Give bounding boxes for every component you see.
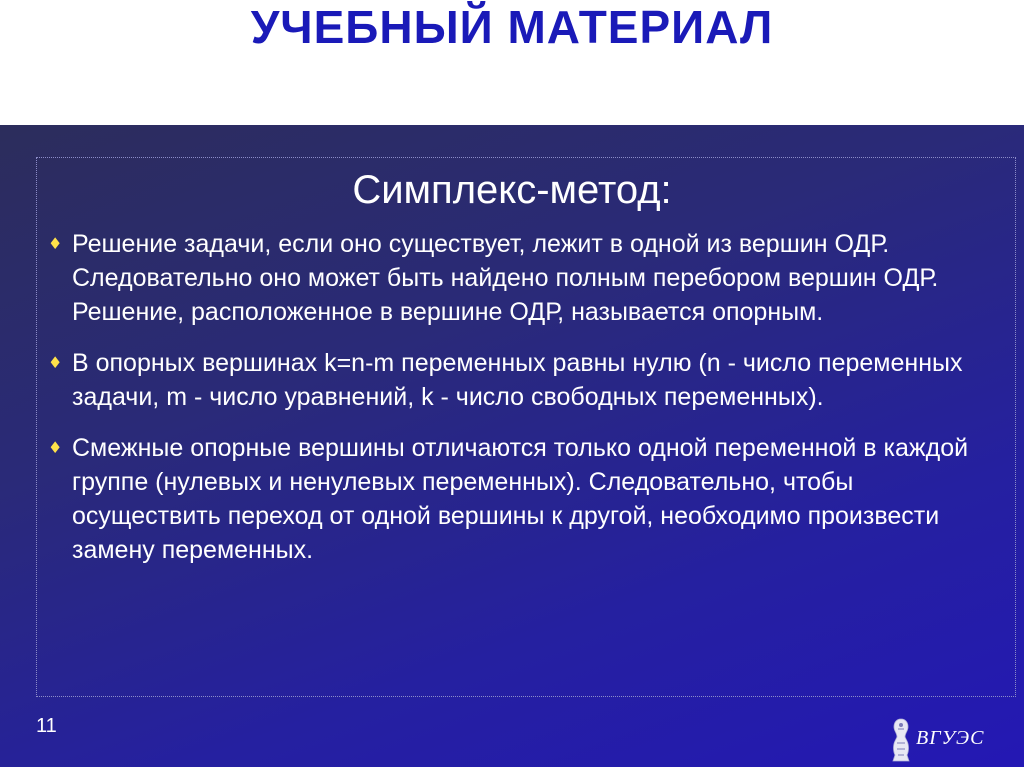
list-item: [44, 431, 984, 567]
logo-text: ВГУЭС: [916, 727, 985, 749]
logo: [888, 717, 998, 763]
header-title: УЧЕБНЫЙ МАТЕРИАЛ: [250, 1, 774, 53]
bullet-text: Смежные опорные вершины отличаются только одной переменной в каждой группе (нулевых и ненулевых переменных). Следовательно, чтобы осуществить переход от одной вершины к другой, необходимо произвести замену переменных.: [72, 434, 969, 564]
header: [0, 0, 1024, 125]
diamond-bullet-icon: ♦: [48, 438, 63, 457]
bullet-text: В опорных вершинах k=n-m переменных равны нулю (n - число переменных задачи, m - число уравнений, k - число свободных переменных).: [72, 349, 963, 411]
bullet-text: Решение задачи, если оно существует, лежит в одной из вершин ОДР. Следовательно оно может быть найдено полным перебором вершин ОДР. Решение, расположенное в вершине ОДР, называется опорным.: [72, 230, 939, 326]
university-emblem-icon: [888, 717, 914, 763]
slide-number: 11: [36, 715, 57, 737]
list-item: [44, 346, 984, 414]
slide: [0, 125, 1024, 767]
slide-title: Симплекс-метод:: [352, 168, 672, 212]
bullet-list: [44, 227, 984, 584]
diamond-bullet-icon: ♦: [48, 353, 63, 372]
list-item: [44, 227, 984, 329]
diamond-bullet-icon: ♦: [48, 234, 63, 253]
